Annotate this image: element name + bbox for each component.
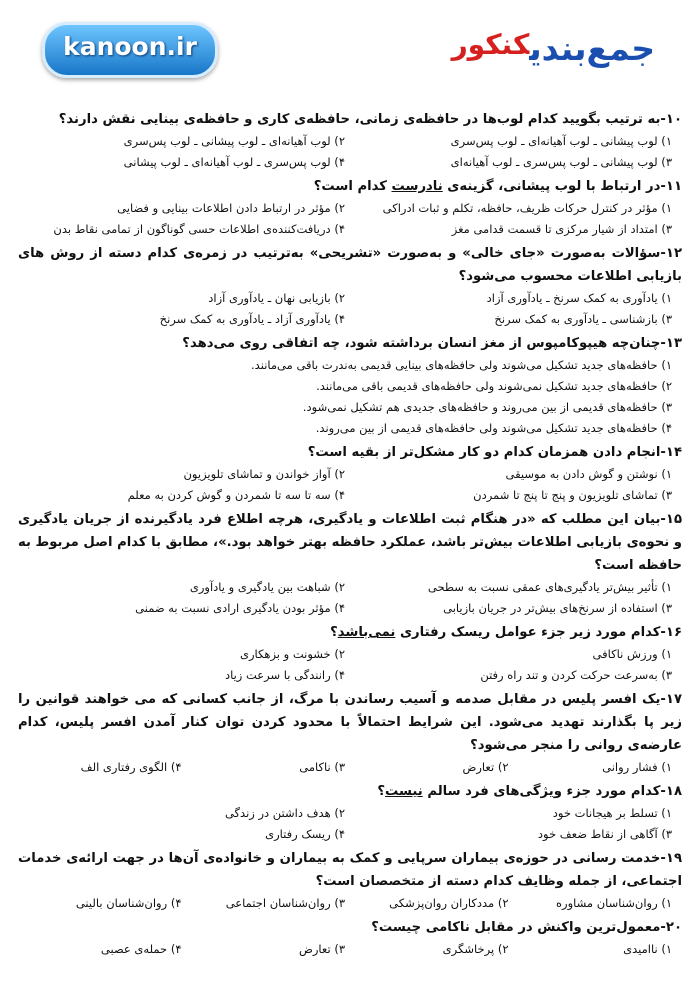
question-number: ۱۵- [660,512,682,527]
answer-option[interactable]: ۳) امتداد از شیار مرکزی تا قسمت قدامی مغز [451,222,672,236]
question-number: ۱۰- [660,112,682,127]
answer-option[interactable]: ۱) لوب پیشانی ـ لوب آهیانه‌ای ـ لوب پس‌سری [450,134,672,148]
question-number: ۱۴- [660,445,682,460]
answer-options [18,939,682,960]
question-number: ۱۲- [660,246,682,261]
answer-option[interactable]: ۲) خشونت و بزهکاری [239,647,345,661]
answer-option[interactable]: ۱) تسلط بر هیجانات خود [552,806,672,820]
kanoon-logo-text: kanoon.ir [63,32,197,61]
answer-option[interactable]: ۳) تعارض [298,942,345,956]
question-stem-end: ؟ [330,625,338,640]
question [18,441,682,506]
question-stem-end: کدام است؟ [313,179,392,194]
question-text [18,332,682,355]
question-number: ۲۰- [660,920,682,935]
answer-option[interactable]: ۲) بازیابی نهان ـ یادآوری آزاد [208,291,345,305]
answer-option[interactable]: ۴) حمله‌ی عصبی [100,942,182,956]
answer-option[interactable]: ۲) تعارض [462,760,509,774]
answer-option[interactable]: ۳) ناکامی [299,760,345,774]
question [18,242,682,330]
question [18,688,682,778]
answer-options [18,803,682,845]
question [18,108,682,173]
question [18,847,682,914]
question-stem: سؤالات به‌صورت «جای خالی» و به‌صورت «تشریحی» به‌ترتیب در زمره‌ی کدام دسته از روش های بازیابی اطلاعات محسوب می‌شود؟ [18,246,682,284]
question-number: ۱۱- [660,179,682,194]
question-stem-start: در ارتباط با لوب پیشانی، گزینه‌ی [442,179,661,194]
question-stem: چنان‌چه هیپوکامپوس از مغز انسان برداشته شود، چه اتفاقی روی می‌دهد؟ [182,336,661,351]
question-stem-end: ؟ [377,784,386,799]
question-stem-emphasis: نمی‌باشد [337,625,396,640]
question-stem: انجام دادن همزمان کدام دو کار مشکل‌تر از بقیه است؟ [307,445,661,460]
question-stem: یک افسر پلیس در مقابل صدمه و آسیب رساندن با مرگ، از جانب کسانی که می خواهند قوانین را زیر پا بگذارند تهدید می‌شود. این شرایط احتمالاً با محدود کردن توان کنار آمدن افسر پلیس، کدام عارضه‌ی روانی را منجر می‌شود؟ [18,692,682,753]
answer-options [18,355,682,439]
answer-option[interactable]: ۱) حافظه‌های جدید تشکیل می‌شوند ولی حافظه‌های بینایی قدیمی به‌ندرت باقی می‌مانند. [251,358,672,372]
answer-options [18,131,682,173]
question-stem: خدمت رسانی در حوزه‌ی بیماران سرپایی و کمک به بیماران و خانواده‌ی آن‌ها در جهت ارائه‌ی خدمات اجتماعی، از جمله وظایف کدام دسته از متخصصان است؟ [18,851,682,889]
answer-option[interactable]: ۳) استفاده از سرنخ‌های بیش‌تر در جریان بازیابی [443,601,672,615]
answer-option[interactable]: ۴) الگوی رفتاری الف [80,760,182,774]
page-header [0,0,700,95]
question-text [18,916,682,939]
answer-option[interactable]: ۴) لوب پس‌سری ـ لوب آهیانه‌ای ـ لوب پیشانی [123,155,345,169]
answer-option[interactable]: ۴) دریافت‌کننده‌ی اطلاعات حسی گوناگون از تمامی نقاط بدن [53,222,345,236]
question-text [18,621,682,644]
answer-option[interactable]: ۱) نوشتن و گوش دادن به موسیقی [505,467,672,481]
logo-title-part2: کنکور [451,28,530,61]
answer-option[interactable]: ۱) مؤثر در کنترل حرکات ظریف، حافظه، تکلم و ثبات ادراکی [382,201,672,215]
answer-options [18,288,682,330]
question-text [18,175,682,198]
answer-option[interactable]: ۴) سه تا سه تا شمردن و گوش کردن به معلم [127,488,345,502]
question-text [18,780,682,803]
question-stem-start: کدام مورد زیر جزء عوامل ریسک رفتاری [395,625,661,640]
jambandi-konkur-logo [452,28,655,68]
question-text [18,441,682,464]
answer-option[interactable]: ۱) روان‌شناسان مشاوره [556,896,672,910]
question-stem-start: کدام مورد جزء ویژگی‌های فرد سالم [422,784,661,799]
question-text [18,108,682,131]
question [18,175,682,240]
answer-option[interactable]: ۱) ناامیدی [623,942,672,956]
question-number: ۱۹- [660,851,682,866]
question-text [18,508,682,577]
answer-option[interactable]: ۳) حافظه‌های قدیمی از بین می‌روند و حافظه‌های جدیدی هم تشکیل نمی‌شود. [302,400,672,414]
answer-option[interactable]: ۳) تماشای تلویزیون و پنج تا پنج تا شمردن [473,488,672,502]
question [18,621,682,686]
answer-option[interactable]: ۳) بازشناسی ـ یادآوری به کمک سرنخ [494,312,672,326]
answer-options [18,757,682,778]
answer-option[interactable]: ۲) هدف داشتن در زندگی [224,806,345,820]
question-stem: به ترتیب بگویید کدام لوب‌ها در حافظه‌ی زمانی، حافظه‌ی کاری و حافظه‌ی بینایی نقش دارند؟ [58,112,661,127]
answer-options [18,464,682,506]
answer-options [18,198,682,240]
answer-option[interactable]: ۱) تأثیر بیش‌تر یادگیری‌های عمقی نسبت به سطحی [427,580,672,594]
question-text [18,688,682,757]
answer-option[interactable]: ۴) روان‌شناسان بالینی [75,896,182,910]
question-text [18,847,682,893]
questions-list [18,108,682,962]
answer-option[interactable]: ۳) به‌سرعت حرکت کردن و تند راه رفتن [480,668,672,682]
question-text [18,242,682,288]
question [18,332,682,439]
logo-title-part1: جمع‌بندی [529,29,655,68]
answer-option[interactable]: ۴) حافظه‌های جدید تشکیل می‌شوند ولی حافظه‌های قدیمی از بین می‌روند. [315,421,672,435]
question-stem-emphasis: نیست [385,784,423,799]
question-number: ۱۷- [660,692,682,707]
answer-options [18,644,682,686]
answer-options [18,577,682,619]
answer-option[interactable]: ۴) ریسک رفتاری [265,827,345,841]
answer-option[interactable]: ۳) روان‌شناسان اجتماعی [225,896,345,910]
answer-option[interactable]: ۲) حافظه‌های جدید تشکیل نمی‌شوند ولی حافظه‌های قدیمی باقی می‌مانند. [316,379,672,393]
question-number: ۱۸- [660,784,682,799]
question [18,916,682,960]
question-stem: معمول‌ترین واکنش در مقابل ناکامی چیست؟ [371,920,661,935]
question-number: ۱۶- [660,625,682,640]
answer-option[interactable]: ۴) رانندگی با سرعت زیاد [224,668,345,682]
answer-option[interactable]: ۲) مؤثر در ارتباط دادن اطلاعات بینایی و فضایی [117,201,345,215]
kanoon-logo[interactable] [42,22,218,78]
answer-option[interactable]: ۴) مؤثر بودن یادگیری ارادی نسبت به ضمنی [135,601,345,615]
question-stem: بیان این مطلب که «در هنگام ثبت اطلاعات و یادگیری، هرچه اطلاع فرد یادگیرنده از جریان یادگیری و نحوه‌ی بازیابی اطلاعات بیش‌تر باشد، عملکرد حافظه بهتر خواهد بود.»، مطابق با کدام اصل مربوط به حافظه است؟ [18,512,682,573]
answer-option[interactable]: ۳) آگاهی از نقاط ضعف خود [537,827,672,841]
answer-option[interactable]: ۱) فشار روانی [602,760,672,774]
answer-options [18,893,682,914]
answer-option[interactable]: ۴) یادآوری آزاد ـ یادآوری به کمک سرنخ [159,312,345,326]
answer-option[interactable]: ۳) لوب پیشانی ـ لوب پس‌سری ـ لوب آهیانه‌ای [450,155,672,169]
answer-option[interactable]: ۲) شباهت بین یادگیری و یادآوری [189,580,345,594]
question-stem-emphasis: نادرست [391,179,443,194]
answer-option[interactable]: ۱) ورزش ناکافی [592,647,672,661]
question [18,508,682,619]
answer-option[interactable]: ۲) آواز خواندن و تماشای تلویزیون [183,467,345,481]
answer-option[interactable]: ۱) یادآوری به کمک سرنخ ـ یادآوری آزاد [486,291,672,305]
question-number: ۱۳- [660,336,682,351]
answer-option[interactable]: ۲) پرخاشگری [442,942,509,956]
question [18,780,682,845]
answer-option[interactable]: ۲) مددکاران روان‌پزشکی [389,896,509,910]
answer-option[interactable]: ۲) لوب آهیانه‌ای ـ لوب پیشانی ـ لوب پس‌سری [123,134,345,148]
